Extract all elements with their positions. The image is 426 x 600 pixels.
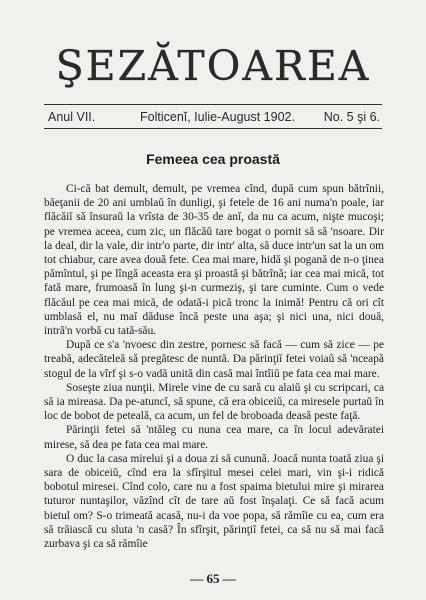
header-rule-top (44, 104, 382, 105)
article-title: Femeea cea proastă (146, 151, 280, 167)
issue-place-date: Folticenĭ, Iulie-August 1902. (140, 110, 295, 124)
article-paragraph: O duc la casa mirelui şi a doua zi să cunună. Joacă nunta toată ziua şi sara de obiceiŭ, cînd era la sfîrşitul mesei celei mari, vin şi-i ridică bobotul miresei. Cînd colo, care nu a fost spaima bietului mire şi mirarea tuturor nuntaşilor, văzînd cît de tare aŭ fost înşalaţi. Ce să facă acum bietul om? S-o trimeată acasă, nu-i da voe popa, să rămîie cu ea, cum era să trăiască cu sluta 'n casă? În sfîrşit, părinţiĭ fetei, ca să nu să mai facă zurbava şi ca să rămîie (44, 452, 384, 551)
header-rule-bottom (44, 128, 382, 129)
issue-year: Anul VII. (48, 110, 96, 124)
page-number: — 65 — (190, 571, 236, 586)
issue-number: No. 5 şi 6. (323, 110, 380, 124)
article-paragraph: Părinţii fetei să 'ntăleg cu nuna cea mare, ca în locul adevăratei mirese, să dea pe fata cea mai mare. (44, 424, 384, 451)
masthead-title: ŞEZĂTOAREA (55, 42, 371, 90)
article-body (44, 182, 384, 551)
article-paragraph: După ce s'a 'nvoesc din zestre, pornesc să facă — cum să zice — pe treabă, adecăteleă să pregătesc de nuntă. Da părinţiĭ fetei voiaŭ să 'nceapă stogul de la vîrf şi s-o vadă unită din casă mai întîiŭ pe fata cea mai mare. (44, 339, 384, 380)
article-paragraph: Ci-că bat demult, demult, pe vremea cînd, după cum spun bătrînii, băeţanii de 20 ani umblaŭ în dunligi, şi fetele de 16 ani numa'n poale, iar flăcăiĭ să însuraŭ la vrîsta de 30-35 de anĭ, da nu ca acum, nişte mucoşi; pe vremea aceea, cum zic, un flăcăŭ tare bogat o pornit să să 'nsoare. Dir la deal, dir la vale, dir intr'o parte, dir intr' alta, să duce intr'un sat la un om tot chiabur, care avea două fete. Cea mai mare, hidă şi pogană de n-o ţinea pămîntul, şi pe lîngă aceasta era şi proastă şi bătrînă; iar cea mai mică, tot fată mare, frumoasă în lung şi-n curmeziş, şi tare cuminte. Cum o vede flăcăul pe cea mai mică, de odată-i pică tronc la inimă! Pentru că ori cît umblasă el, nu maĭ dăduse încă peste una aşa; şi nici una, nici două, intră'n vorbă cu tată-său. (44, 183, 384, 338)
issue-info-bar (44, 108, 382, 126)
article-paragraph: Soseşte ziua nunţii. Mirele vine de cu sară cu alaiŭ şi cu scripcari, ca să ia mireasa. Da pe-atuncĭ, să spune, că era obiceiŭ, ca miresele purtaŭ în loc de bobot de peteală, ca acum, un fel de broboada deasă peste faţă. (44, 381, 384, 423)
